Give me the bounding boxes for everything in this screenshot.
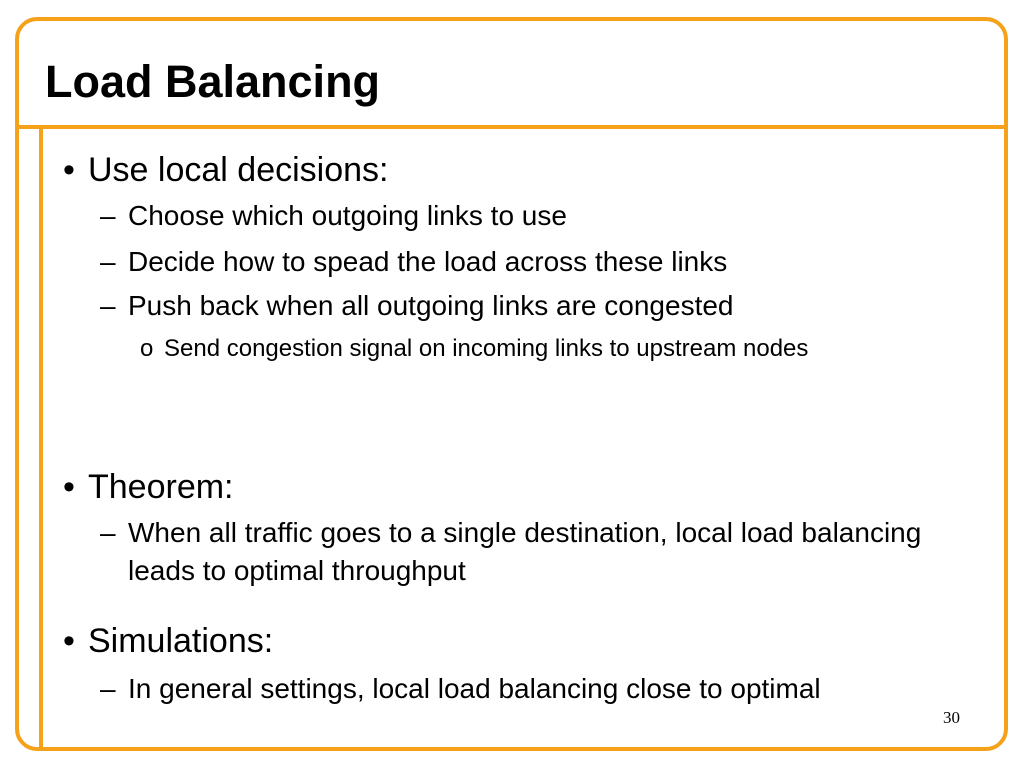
sub-bullet-simulation-result bbox=[100, 670, 980, 708]
sub-bullet-text: When all traffic goes to a single destination, local load balancing leads to optimal throughput bbox=[128, 517, 922, 586]
bullet-dot: • bbox=[63, 468, 75, 506]
sub-bullet-dash: – bbox=[100, 246, 116, 277]
sub-bullet-push-back bbox=[100, 287, 960, 325]
sub-bullet-dash: – bbox=[100, 290, 116, 321]
sub-bullet-dash: – bbox=[100, 200, 116, 231]
page-number: 30 bbox=[943, 708, 960, 727]
sub-bullet-spread-load bbox=[100, 243, 960, 281]
bullet-theorem bbox=[63, 467, 234, 507]
bullet-text: Simulations: bbox=[88, 622, 274, 660]
bullet-text: Use local decisions: bbox=[88, 151, 389, 189]
sub-sub-bullet-text: Send congestion signal on incoming links to upstream nodes bbox=[164, 335, 809, 362]
sub-bullet-theorem-statement bbox=[100, 514, 950, 590]
sub-bullet-text: Decide how to spead the load across these links bbox=[128, 246, 728, 277]
sub-sub-bullet-marker: o bbox=[140, 335, 154, 362]
bullet-use-local-decisions bbox=[63, 150, 388, 190]
left-margin-rule bbox=[39, 125, 43, 751]
sub-bullet-dash: – bbox=[100, 673, 116, 704]
bullet-text: Theorem: bbox=[88, 468, 234, 506]
sub-bullet-text: In general settings, local load balancing close to optimal bbox=[128, 673, 821, 704]
bullet-simulations bbox=[63, 621, 273, 661]
slide-title: Load Balancing bbox=[45, 56, 381, 107]
title-divider bbox=[15, 125, 1008, 129]
bullet-dot: • bbox=[63, 151, 75, 189]
sub-sub-bullet-congestion-signal bbox=[140, 333, 808, 365]
sub-bullet-text: Push back when all outgoing links are congested bbox=[128, 290, 734, 321]
sub-bullet-text: Choose which outgoing links to use bbox=[128, 200, 567, 231]
sub-bullet-choose-links bbox=[100, 197, 960, 235]
bullet-dot: • bbox=[63, 622, 75, 660]
sub-bullet-dash: – bbox=[100, 517, 116, 548]
